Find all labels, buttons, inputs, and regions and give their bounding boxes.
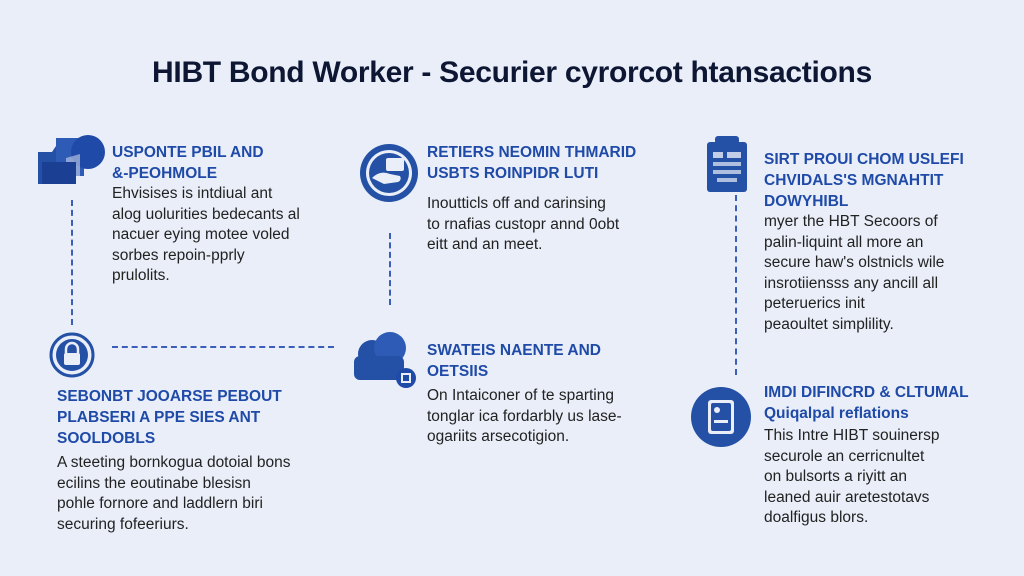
heading-line: SIRT PROUI CHOM USLEFI [764,151,964,168]
body-line: myer the HBT Secoors of [764,213,938,230]
block-3-body [764,212,974,335]
block-1-body [112,184,332,287]
body-line: Inoutticls off and carinsing [427,195,606,212]
body-line: nacuer eying motee voled [112,226,290,243]
body-line: securing fofeeriurs. [57,515,189,533]
block-4 [57,386,337,535]
heading-line: PLABSERI A PPE SIES ANT [57,409,261,426]
body-line: prulolits. [112,267,170,284]
connector-line-horizontal [112,346,334,348]
people-cloud-icon [350,330,418,390]
connector-line-middle [389,233,391,305]
heading-line: SOOLDOBLS [57,430,156,447]
block-6 [764,382,1004,529]
block-6-subheading: Quiqalpal reflations [764,405,909,422]
body-line: A steeting bornkogua dotoial bons [57,454,291,471]
folder-shield-icon [36,132,106,188]
heading-line: RETIERS NEOMIN THMARID [427,144,637,161]
body-line: Ehvisises is intdiual ant [112,185,273,202]
block-2 [427,142,667,256]
body-line: leaned auir aretestotavs [764,488,930,506]
heading-line: SEBONBT JOOARSE PEBOUT [57,388,282,405]
block-1-heading [112,142,332,184]
block-4-body [57,453,337,535]
body-line: tonglar ica fordarbly us lase- [427,407,622,425]
body-line: alog uolurities bedecants al [112,205,300,223]
heading-line: USPONTE PBIL AND [112,144,264,161]
lock-icon [49,332,95,378]
block-3 [764,149,974,335]
body-line: ogariits arsecotigion. [427,428,570,445]
body-line: palin-liquint all more an [764,233,924,251]
heading-line: IMDI DIFINCRD & CLTUMAL [764,384,969,401]
heading-line: USBTS ROINPIDR LUTI [427,165,599,182]
heading-line: &-PEOHMOLE [112,165,218,182]
block-6-body [764,426,1004,529]
connector-line-left [71,200,73,325]
body-line: ecilins the eoutinabe blesisn [57,474,251,492]
block-4-heading [57,386,337,449]
heading-line: DOWYHIBL [764,193,849,210]
body-line: This Intre HIBT souinersp [764,427,940,444]
body-line: eitt and an meet. [427,236,543,253]
hand-card-icon [358,142,420,204]
heading-line: OETSIIS [427,363,489,380]
block-5-body [427,386,657,448]
block-2-body [427,194,667,256]
block-2-heading [427,142,667,184]
body-line: secure haw's olstnicls wile [764,254,945,271]
heading-line: CHVIDALS'S MGNAHTIT [764,172,944,189]
body-line: securole an cerricnultet [764,447,925,465]
body-line: sorbes repoin-pprly [112,246,245,264]
block-6-heading [764,382,1004,424]
block-3-heading [764,149,974,212]
body-line: On Intaiconer of te sparting [427,387,614,404]
block-5-heading [427,340,657,382]
page-title: HIBT Bond Worker - Securier cyrorcot htansactions [152,56,872,89]
body-line: pohle fornore and laddlern biri [57,495,263,512]
connector-line-right [735,195,737,375]
body-line: on bulsorts a riyitt an [764,468,908,485]
body-line: insrotiiensss any ancill all [764,274,939,292]
block-1 [112,142,332,287]
body-line: peaoultet simplility. [764,315,894,333]
body-line: to rnafias custopr annd 0obt [427,215,620,233]
body-line: doalfigus blors. [764,509,869,526]
document-icon [705,136,749,194]
block-5 [427,340,657,448]
cabinet-icon [690,386,752,448]
heading-line: SWATEIS NAENTE AND [427,342,601,359]
body-line: peteruerics init [764,295,865,312]
